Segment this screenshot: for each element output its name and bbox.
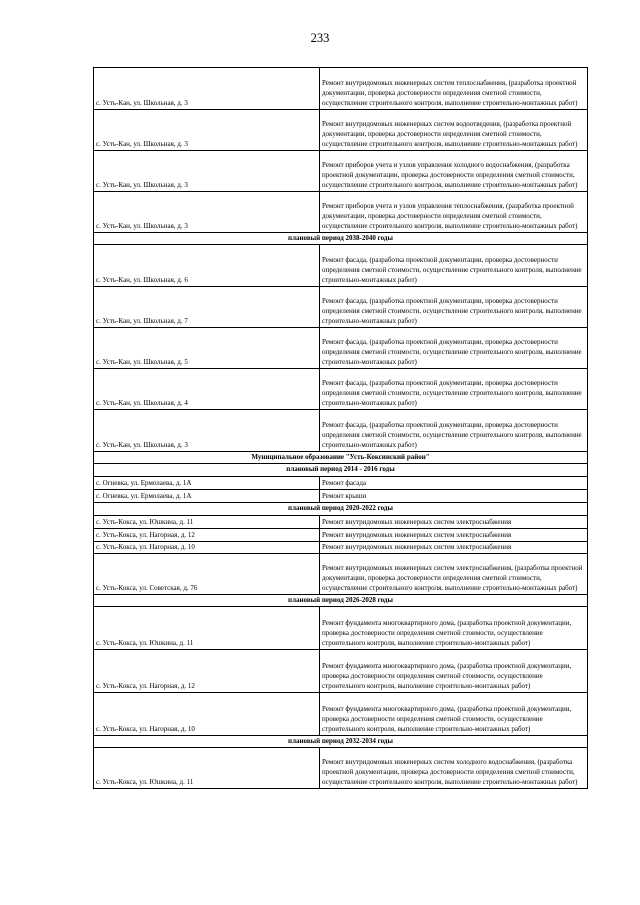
- section-header-row: [94, 503, 588, 516]
- section-title: плановый период 2038-2040 годы: [94, 233, 588, 245]
- work-type-cell: Ремонт фасада: [320, 477, 588, 490]
- work-type-cell: Ремонт внутридомовых инженерных систем водоотведения, (разработка проектной документации, проверка достоверности определения сметной стоимости, осуществление строительного контроля, выполнение строительно-монтажных работ): [320, 110, 588, 151]
- work-type-cell: Ремонт фасада, (разработка проектной документации, проверка достоверности определения сметной стоимости, осуществление строительного контроля, выполнение строительно-монтажных работ): [320, 287, 588, 328]
- address-cell: с. Усть-Кокса, ул. Юшкина, д. 11: [94, 748, 320, 789]
- address-cell: с. Усть-Кокса, ул. Нагорная, д. 12: [94, 529, 320, 542]
- repair-schedule-table: [93, 67, 588, 789]
- table-row: [94, 607, 588, 650]
- address-cell: с. Усть-Кан, ул. Школьная, д. 5: [94, 328, 320, 369]
- table-row: [94, 650, 588, 693]
- address-cell: с. Усть-Кан, ул. Школьная, д. 3: [94, 192, 320, 233]
- address-cell: с. Огневка, ул. Ермолаева, д. 1А: [94, 490, 320, 503]
- section-header-row: [94, 233, 588, 245]
- table-row: [94, 110, 588, 151]
- address-cell: с. Огневка, ул. Ермолаева, д. 1А: [94, 477, 320, 490]
- work-type-cell: Ремонт приборов учета и узлов управления холодного водоснабжения, (разработка проектной документации, проверка достоверности определения сметной стоимости, осуществление строительного контроля, выполнение строительно-монтажных работ): [320, 151, 588, 192]
- address-cell: с. Усть-Кокса, ул. Нагорная, д. 10: [94, 693, 320, 736]
- table-row: [94, 693, 588, 736]
- section-header-row: [94, 464, 588, 477]
- work-type-cell: Ремонт внутридомовых инженерных систем электроснабжения: [320, 516, 588, 529]
- work-type-cell: Ремонт фасада, (разработка проектной документации, проверка достоверности определения сметной стоимости, осуществление строительного контроля, выполнение строительно-монтажных работ): [320, 245, 588, 287]
- section-title: плановый период 2032-2034 годы: [94, 736, 588, 748]
- work-type-cell: Ремонт фундамента многоквартирного дома, (разработка проектной документации, проверка достоверности определения сметной стоимости, осуществление строительного контроля, выполнение строительно-монтажных работ): [320, 693, 588, 736]
- work-type-cell: Ремонт фасада, (разработка проектной документации, проверка достоверности определения сметной стоимости, осуществление строительного контроля, выполнение строительно-монтажных работ): [320, 369, 588, 410]
- work-type-cell: Ремонт фасада, (разработка проектной документации, проверка достоверности определения сметной стоимости, осуществление строительного контроля, выполнение строительно-монтажных работ): [320, 328, 588, 369]
- work-type-cell: Ремонт внутридомовых инженерных систем электроснабжения: [320, 529, 588, 542]
- work-type-cell: Ремонт крыши: [320, 490, 588, 503]
- table-row: [94, 410, 588, 452]
- section-header-row: [94, 595, 588, 607]
- table-row: [94, 542, 588, 554]
- table-row: [94, 748, 588, 789]
- section-header-row: [94, 452, 588, 464]
- address-cell: с. Усть-Кан, ул. Школьная, д. 3: [94, 410, 320, 452]
- section-title: плановый период 2014 - 2016 годы: [94, 464, 588, 477]
- table-row: [94, 68, 588, 110]
- section-title: плановый период 2026-2028 годы: [94, 595, 588, 607]
- address-cell: с. Усть-Кан, ул. Школьная, д. 3: [94, 68, 320, 110]
- section-header-row: [94, 736, 588, 748]
- address-cell: с. Усть-Кокса, ул. Юшкина, д. 11: [94, 607, 320, 650]
- address-cell: с. Усть-Кан, ул. Школьная, д. 3: [94, 110, 320, 151]
- address-cell: с. Усть-Кокса, ул. Нагорная, д. 10: [94, 542, 320, 554]
- table-row: [94, 490, 588, 503]
- address-cell: с. Усть-Кокса, ул. Юшкина, д. 11: [94, 516, 320, 529]
- address-cell: с. Усть-Кан, ул. Школьная, д. 7: [94, 287, 320, 328]
- work-type-cell: Ремонт внутридомовых инженерных систем теплоснабжения, (разработка проектной документации, проверка достоверности определения сметной стоимости, осуществление строительного контроля, выполнение строительно-монтажных работ): [320, 68, 588, 110]
- address-cell: с. Усть-Кан, ул. Школьная, д. 4: [94, 369, 320, 410]
- page-number: 233: [310, 31, 330, 45]
- section-title: Муниципальное образование "Усть-Коксинский район": [94, 452, 588, 464]
- work-type-cell: Ремонт внутридомовых инженерных систем электроснабжения: [320, 542, 588, 554]
- work-type-cell: Ремонт фундамента многоквартирного дома, (разработка проектной документации, проверка достоверности определения сметной стоимости, осуществление строительного контроля, выполнение строительно-монтажных работ): [320, 607, 588, 650]
- work-type-cell: Ремонт фасада, (разработка проектной документации, проверка достоверности определения сметной стоимости, осуществление строительного контроля, выполнение строительно-монтажных работ): [320, 410, 588, 452]
- table-row: [94, 287, 588, 328]
- table-row: [94, 192, 588, 233]
- table-row: [94, 369, 588, 410]
- table-body: [94, 68, 588, 789]
- work-type-cell: Ремонт внутридомовых инженерных систем холодного водоснабжения, (разработка проектной документации, проверка достоверности определения сметной стоимости, осуществление строительного контроля, выполнение строительно-монтажных работ): [320, 748, 588, 789]
- work-type-cell: Ремонт приборов учета и узлов управления теплоснабжения, (разработка проектной документации, проверка достоверности определения сметной стоимости, осуществление строительного контроля, выполнение строительно-монтажных работ): [320, 192, 588, 233]
- table-row: [94, 477, 588, 490]
- work-type-cell: Ремонт внутридомовых инженерных систем электроснабжения, (разработка проектной документации, проверка достоверности определения сметной стоимости, осуществление строительного контроля, выполнение строительно-монтажных работ): [320, 554, 588, 595]
- table-row: [94, 151, 588, 192]
- address-cell: с. Усть-Кан, ул. Школьная, д. 6: [94, 245, 320, 287]
- table-row: [94, 516, 588, 529]
- table-row: [94, 554, 588, 595]
- address-cell: с. Усть-Кан, ул. Школьная, д. 3: [94, 151, 320, 192]
- table-row: [94, 245, 588, 287]
- table-row: [94, 328, 588, 369]
- table-row: [94, 529, 588, 542]
- address-cell: с. Усть-Кокса, ул. Нагорная, д. 12: [94, 650, 320, 693]
- work-type-cell: Ремонт фундамента многоквартирного дома, (разработка проектной документации, проверка достоверности определения сметной стоимости, осуществление строительного контроля, выполнение строительно-монтажных работ): [320, 650, 588, 693]
- section-title: плановый период 2020-2022 годы: [94, 503, 588, 516]
- address-cell: с. Усть-Кокса, ул. Советская, д. 76: [94, 554, 320, 595]
